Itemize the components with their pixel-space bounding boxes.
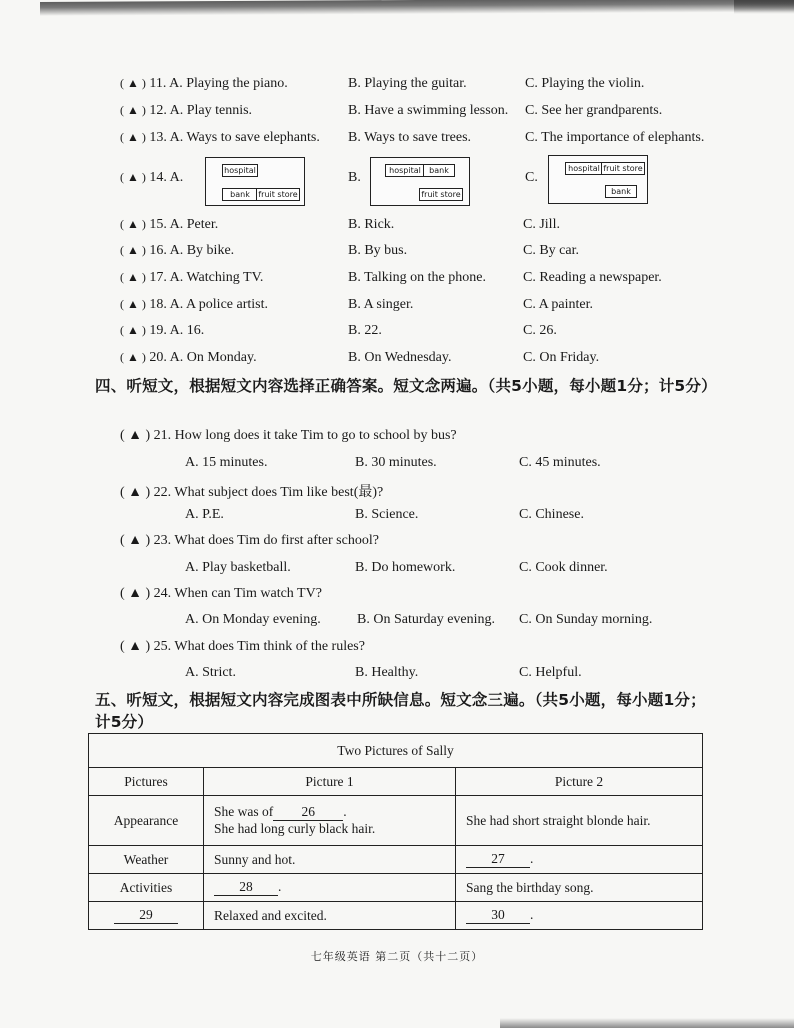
option-c: C. 45 minutes. <box>519 455 601 470</box>
option-c: C. Reading a newspaper. <box>523 270 662 285</box>
option-a: A. A police artist. <box>169 297 268 312</box>
activities-picture-1: 28 . <box>204 874 456 902</box>
map-picture-a <box>205 157 305 206</box>
option-a: A. 16. <box>169 323 205 338</box>
header-picture-1: Picture 1 <box>204 768 456 796</box>
question-21-stem: ( ▲ ) 21. How long does it take Tim to go to school by bus? <box>120 428 457 443</box>
question-24-stem: ( ▲ ) 24. When can Tim watch TV? <box>120 586 322 601</box>
header-pictures: Pictures <box>89 768 204 796</box>
question-11 <box>120 76 720 92</box>
question-number: 18. <box>149 297 167 312</box>
scan-shadow-bottom <box>500 1018 794 1028</box>
row-label-blank-29 <box>89 902 204 930</box>
table-caption: Two Pictures of Sally <box>89 734 703 768</box>
answer-mark: ( ▲ ) <box>120 297 146 311</box>
option-c: C. See her grandparents. <box>525 103 663 118</box>
option-a: A. On Monday. <box>169 350 257 365</box>
answer-mark: ( ▲ ) <box>120 243 146 257</box>
answer-mark: ( ▲ ) <box>120 103 146 117</box>
answer-mark: ( ▲ ) <box>120 217 146 231</box>
question-number: 13. <box>149 130 167 145</box>
activities-picture-2: Sang the birthday song. <box>456 874 703 902</box>
option-b: B. Healthy. <box>355 665 419 680</box>
map-label-bank: bank <box>423 164 455 177</box>
map-label-hospital: hospital <box>222 164 258 177</box>
map-label-bank: bank <box>222 188 258 201</box>
map-label-hospital: hospital <box>385 164 425 177</box>
option-b: B. Talking on the phone. <box>348 270 486 285</box>
option-c: C. Jill. <box>523 217 560 232</box>
header-picture-2: Picture 2 <box>456 768 703 796</box>
answer-mark: ( ▲ ) <box>120 130 146 144</box>
question-17 <box>120 270 720 286</box>
question-number: 19. <box>149 323 167 338</box>
option-c: C. Helpful. <box>519 665 582 680</box>
option-b: B. <box>348 170 361 185</box>
blank-29: 29 <box>114 907 178 924</box>
feeling-picture-1: Relaxed and excited. <box>204 902 456 930</box>
option-b: B. Rick. <box>348 217 395 232</box>
question-23-stem: ( ▲ ) 23. What does Tim do first after school? <box>120 533 379 548</box>
option-c: C. The importance of elephants. <box>525 130 705 145</box>
option-c: C. Playing the violin. <box>525 76 645 91</box>
map-label-fruit-store: fruit store <box>419 188 463 201</box>
option-a: A. Peter. <box>169 217 219 232</box>
option-b: B. On Saturday evening. <box>357 612 496 627</box>
question-number: 15. <box>149 217 167 232</box>
option-b: B. On Wednesday. <box>348 350 452 365</box>
question-number: 14. <box>149 170 167 185</box>
option-c: C. Cook dinner. <box>519 560 608 575</box>
option-b: B. Science. <box>355 507 419 522</box>
option-a: A. Playing the piano. <box>169 76 288 91</box>
question-20 <box>120 350 720 366</box>
option-a: A. Play basketball. <box>185 560 291 575</box>
option-b: B. A singer. <box>348 297 414 312</box>
weather-picture-1: Sunny and hot. <box>204 846 456 874</box>
answer-mark: ( ▲ ) <box>120 323 146 337</box>
question-number: 11. <box>149 76 167 91</box>
scan-shadow-top <box>40 0 794 16</box>
option-c: C. 26. <box>523 323 557 338</box>
question-22-stem: ( ▲ ) 22. What subject does Tim like best(最)? <box>120 485 384 500</box>
row-label-weather: Weather <box>89 846 204 874</box>
blank-30: 30 <box>466 907 530 924</box>
answer-mark: ( ▲ ) <box>120 270 146 284</box>
option-a: A. P.E. <box>185 507 224 522</box>
question-18 <box>120 297 720 313</box>
question-16 <box>120 243 720 259</box>
page-footer: 七年级英语 第二页（共十二页） <box>310 950 484 963</box>
question-number: 20. <box>149 350 167 365</box>
blank-28: 28 <box>214 879 278 896</box>
option-b: B. By bus. <box>348 243 408 258</box>
option-b: B. Ways to save trees. <box>348 130 472 145</box>
sally-pictures-table <box>88 733 703 930</box>
question-12 <box>120 103 720 119</box>
option-c: C. A painter. <box>523 297 593 312</box>
map-label-bank: bank <box>605 185 637 198</box>
map-picture-c <box>548 155 648 204</box>
question-number: 17. <box>149 270 167 285</box>
section-5-title: 五、听短文，根据短文内容完成图表中所缺信息。短文念三遍。（共5小题，每小题1分；计5分） <box>95 691 706 731</box>
option-a: A. 15 minutes. <box>185 455 268 470</box>
option-a: A. Ways to save elephants. <box>169 130 320 145</box>
map-label-fruit-store: fruit store <box>601 162 645 175</box>
blank-26: 26 <box>273 804 343 821</box>
question-number: 16. <box>149 243 167 258</box>
option-a: A. On Monday evening. <box>185 612 321 627</box>
option-c: C. Chinese. <box>519 507 584 522</box>
row-label-activities: Activities <box>89 874 204 902</box>
option-c: C. By car. <box>523 243 579 258</box>
appearance-hair: She had long curly black hair. <box>214 821 376 836</box>
option-b: B. Have a swimming lesson. <box>348 103 509 118</box>
option-b: B. 30 minutes. <box>355 455 437 470</box>
section-4-title: 四、听短文，根据短文内容选择正确答案。短文念两遍。（共5小题，每小题1分；计5分） <box>95 377 717 395</box>
option-c: C. <box>525 170 538 185</box>
option-b: B. Do homework. <box>355 560 456 575</box>
map-label-hospital: hospital <box>565 162 603 175</box>
weather-picture-2: 27 . <box>456 846 703 874</box>
question-number: 12. <box>149 103 167 118</box>
appearance-prefix: She was of <box>214 804 274 819</box>
map-label-fruit-store: fruit store <box>256 188 300 201</box>
question-19 <box>120 323 720 339</box>
question-25-stem: ( ▲ ) 25. What does Tim think of the rules? <box>120 639 365 654</box>
appearance-picture-1: She was of 26 . She had long curly black hair. <box>204 796 456 846</box>
question-15 <box>120 217 720 233</box>
answer-mark: ( ▲ ) <box>120 76 146 90</box>
answer-mark: ( ▲ ) <box>120 170 146 184</box>
option-b: B. 22. <box>348 323 382 338</box>
appearance-picture-2: She had short straight blonde hair. <box>456 796 703 846</box>
option-a: A. By bike. <box>169 243 235 258</box>
feeling-picture-2: 30 . <box>456 902 703 930</box>
row-label-appearance: Appearance <box>89 796 204 846</box>
question-13 <box>120 130 720 146</box>
option-b: B. Playing the guitar. <box>348 76 467 91</box>
answer-mark: ( ▲ ) <box>120 350 146 364</box>
blank-27: 27 <box>466 851 530 868</box>
option-a: A. Watching TV. <box>169 270 264 285</box>
map-picture-b <box>370 157 470 206</box>
option-a: A. Strict. <box>185 665 236 680</box>
scan-shadow-corner <box>734 0 794 14</box>
option-c: C. On Friday. <box>523 350 600 365</box>
option-a: A. <box>169 170 184 185</box>
option-a: A. Play tennis. <box>169 103 253 118</box>
option-c: C. On Sunday morning. <box>519 612 653 627</box>
